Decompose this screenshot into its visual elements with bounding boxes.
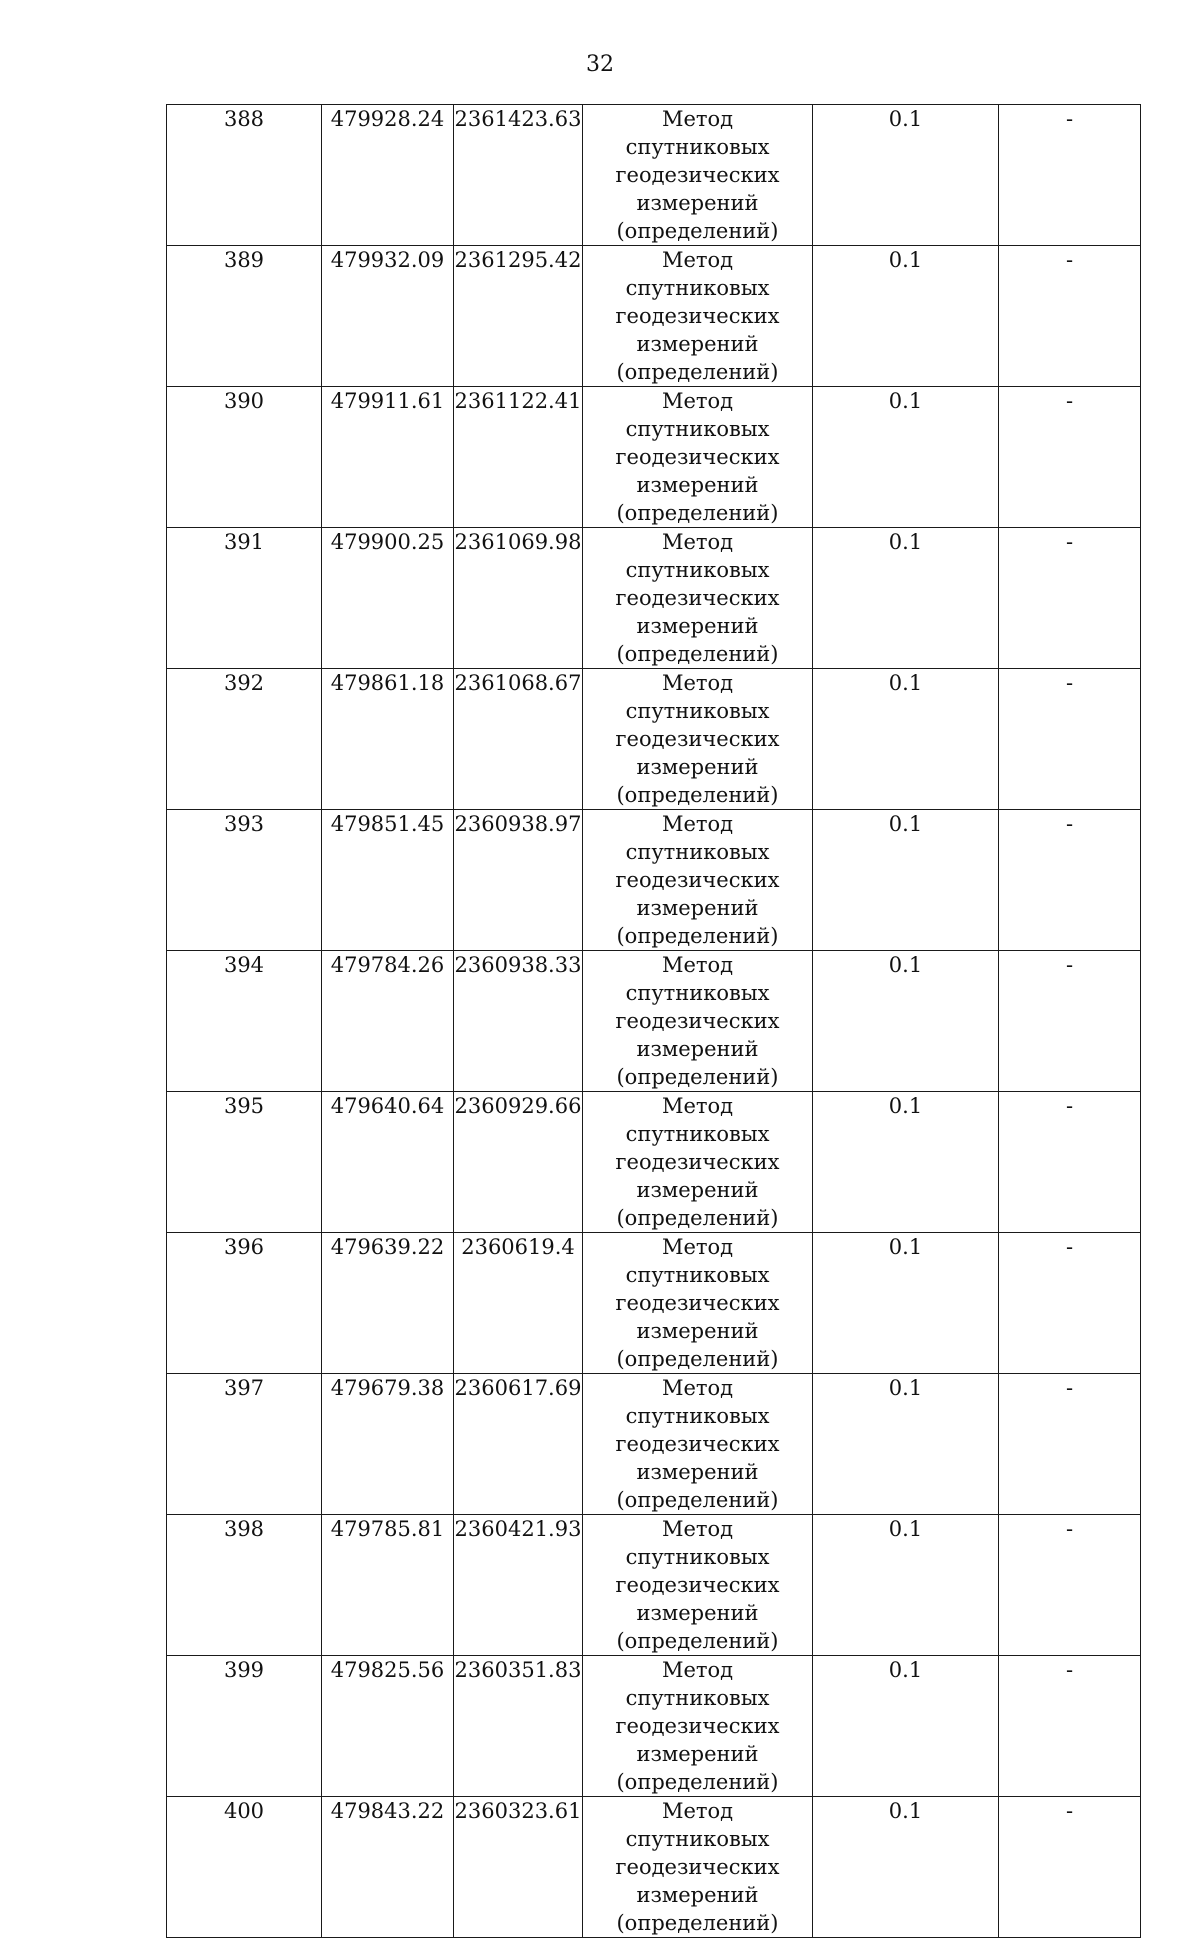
method-cell [583, 387, 813, 528]
point-number-cell: 397 [167, 1374, 322, 1515]
description-cell: - [999, 1515, 1141, 1656]
y-coordinate-cell: 2360938.33 [454, 951, 583, 1092]
table-row [167, 387, 1141, 528]
method-text: Метод спутниковых геодезических измерений (определений) [615, 1658, 780, 1794]
method-cell [583, 105, 813, 246]
x-coordinate-cell: 479640.64 [322, 1092, 454, 1233]
accuracy-cell: 0.1 [813, 387, 999, 528]
accuracy-cell: 0.1 [813, 1233, 999, 1374]
coordinates-table-body [167, 105, 1141, 1938]
description-cell: - [999, 105, 1141, 246]
method-cell [583, 810, 813, 951]
y-coordinate-cell: 2361295.42 [454, 246, 583, 387]
table-row [167, 1515, 1141, 1656]
accuracy-cell: 0.1 [813, 1656, 999, 1797]
accuracy-cell: 0.1 [813, 669, 999, 810]
method-text: Метод спутниковых геодезических измерений (определений) [615, 953, 780, 1089]
table-row [167, 1656, 1141, 1797]
point-number-cell: 396 [167, 1233, 322, 1374]
y-coordinate-cell: 2360617.69 [454, 1374, 583, 1515]
method-text: Метод спутниковых геодезических измерений (определений) [615, 1376, 780, 1512]
table-row [167, 1233, 1141, 1374]
table-row [167, 951, 1141, 1092]
method-text: Метод спутниковых геодезических измерений (определений) [615, 1094, 780, 1230]
accuracy-cell: 0.1 [813, 951, 999, 1092]
description-cell: - [999, 810, 1141, 951]
table-row [167, 1797, 1141, 1938]
x-coordinate-cell: 479825.56 [322, 1656, 454, 1797]
y-coordinate-cell: 2360421.93 [454, 1515, 583, 1656]
table-row [167, 246, 1141, 387]
method-cell [583, 1374, 813, 1515]
x-coordinate-cell: 479861.18 [322, 669, 454, 810]
method-text: Метод спутниковых геодезических измерений (определений) [615, 1517, 780, 1653]
description-cell: - [999, 1092, 1141, 1233]
method-text: Метод спутниковых геодезических измерений (определений) [615, 530, 780, 666]
method-text: Метод спутниковых геодезических измерений (определений) [615, 671, 780, 807]
method-cell [583, 1233, 813, 1374]
accuracy-cell: 0.1 [813, 105, 999, 246]
page-number: 32 [586, 52, 614, 77]
method-text: Метод спутниковых геодезических измерений (определений) [615, 812, 780, 948]
y-coordinate-cell: 2360323.61 [454, 1797, 583, 1938]
method-cell [583, 1515, 813, 1656]
accuracy-cell: 0.1 [813, 528, 999, 669]
method-text: Метод спутниковых геодезических измерений (определений) [615, 248, 780, 384]
x-coordinate-cell: 479851.45 [322, 810, 454, 951]
y-coordinate-cell: 2360351.83 [454, 1656, 583, 1797]
x-coordinate-cell: 479785.81 [322, 1515, 454, 1656]
description-cell: - [999, 951, 1141, 1092]
point-number-cell: 398 [167, 1515, 322, 1656]
y-coordinate-cell: 2361423.63 [454, 105, 583, 246]
table-row [167, 810, 1141, 951]
description-cell: - [999, 1656, 1141, 1797]
method-cell [583, 951, 813, 1092]
accuracy-cell: 0.1 [813, 1515, 999, 1656]
x-coordinate-cell: 479679.38 [322, 1374, 454, 1515]
point-number-cell: 388 [167, 105, 322, 246]
y-coordinate-cell: 2361069.98 [454, 528, 583, 669]
y-coordinate-cell: 2360929.66 [454, 1092, 583, 1233]
point-number-cell: 400 [167, 1797, 322, 1938]
method-text: Метод спутниковых геодезических измерений (определений) [615, 389, 780, 525]
description-cell: - [999, 528, 1141, 669]
x-coordinate-cell: 479784.26 [322, 951, 454, 1092]
method-cell [583, 246, 813, 387]
table-row [167, 1374, 1141, 1515]
method-text: Метод спутниковых геодезических измерений (определений) [615, 1799, 780, 1935]
point-number-cell: 392 [167, 669, 322, 810]
description-cell: - [999, 1233, 1141, 1374]
point-number-cell: 391 [167, 528, 322, 669]
method-text: Метод спутниковых геодезических измерений (определений) [615, 1235, 780, 1371]
accuracy-cell: 0.1 [813, 810, 999, 951]
method-text: Метод спутниковых геодезических измерений (определений) [615, 107, 780, 243]
x-coordinate-cell: 479932.09 [322, 246, 454, 387]
point-number-cell: 389 [167, 246, 322, 387]
accuracy-cell: 0.1 [813, 246, 999, 387]
table-row [167, 669, 1141, 810]
description-cell: - [999, 669, 1141, 810]
point-number-cell: 399 [167, 1656, 322, 1797]
point-number-cell: 390 [167, 387, 322, 528]
point-number-cell: 393 [167, 810, 322, 951]
x-coordinate-cell: 479928.24 [322, 105, 454, 246]
method-cell [583, 1092, 813, 1233]
y-coordinate-cell: 2360938.97 [454, 810, 583, 951]
coordinates-table [166, 104, 1141, 1938]
accuracy-cell: 0.1 [813, 1797, 999, 1938]
description-cell: - [999, 246, 1141, 387]
x-coordinate-cell: 479900.25 [322, 528, 454, 669]
x-coordinate-cell: 479639.22 [322, 1233, 454, 1374]
method-cell [583, 669, 813, 810]
table-row [167, 105, 1141, 246]
point-number-cell: 395 [167, 1092, 322, 1233]
x-coordinate-cell: 479911.61 [322, 387, 454, 528]
y-coordinate-cell: 2361068.67 [454, 669, 583, 810]
table-row [167, 528, 1141, 669]
accuracy-cell: 0.1 [813, 1092, 999, 1233]
table-row [167, 1092, 1141, 1233]
description-cell: - [999, 1374, 1141, 1515]
y-coordinate-cell: 2361122.41 [454, 387, 583, 528]
description-cell: - [999, 387, 1141, 528]
method-cell [583, 1797, 813, 1938]
x-coordinate-cell: 479843.22 [322, 1797, 454, 1938]
point-number-cell: 394 [167, 951, 322, 1092]
method-cell [583, 528, 813, 669]
method-cell [583, 1656, 813, 1797]
description-cell: - [999, 1797, 1141, 1938]
y-coordinate-cell: 2360619.4 [454, 1233, 583, 1374]
accuracy-cell: 0.1 [813, 1374, 999, 1515]
